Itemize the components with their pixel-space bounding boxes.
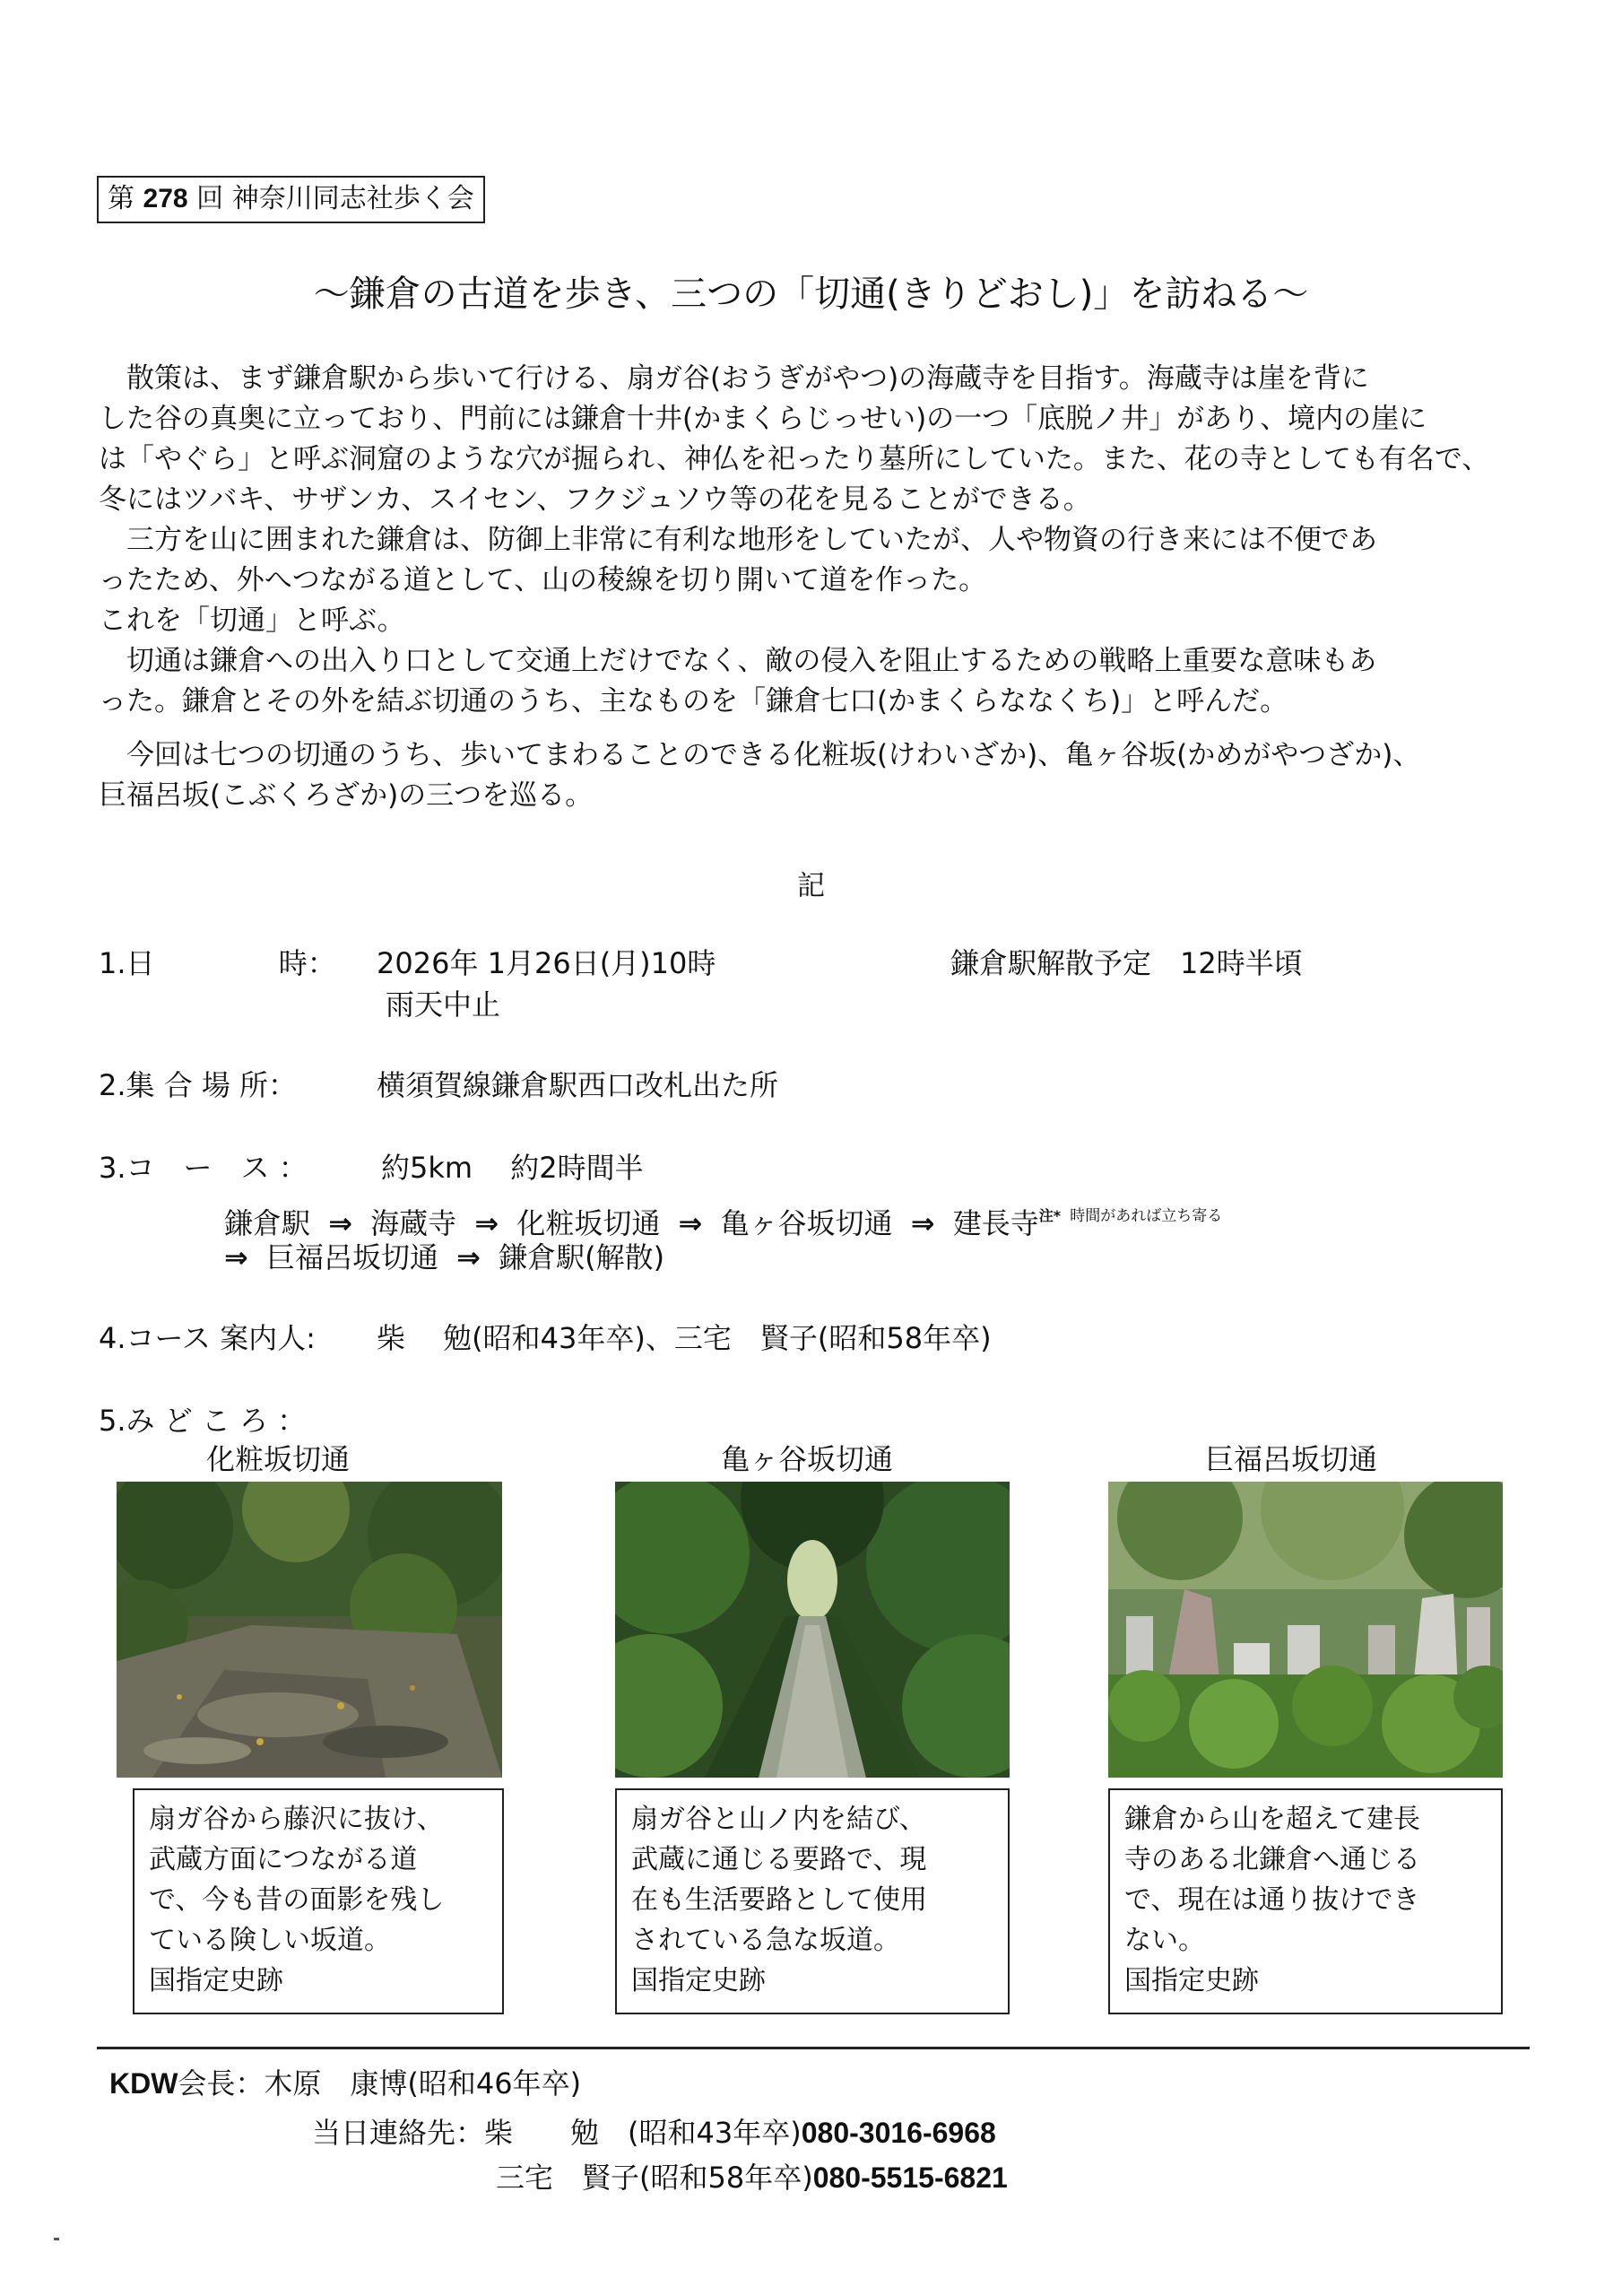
route-stop: 化粧坂切通: [516, 1206, 661, 1240]
contact-2-name: 三宅 賢子(昭和58年卒): [496, 2161, 813, 2195]
route-arrow: ⇒: [910, 1206, 935, 1240]
intro-line: 巨福呂坂(こぶくろざか)の三つを巡る。: [99, 779, 594, 812]
route-stop: 建長寺: [952, 1206, 1039, 1240]
event-number: 278: [143, 184, 188, 213]
date-value: 2026年 1月26日(月)10時: [377, 946, 716, 980]
course-summary: 約5km 約2時間半: [381, 1151, 644, 1185]
route-arrow: ⇒: [678, 1206, 703, 1240]
event-number-suffix: 回 神奈川同志社歩く会: [196, 183, 474, 214]
guide-label: 4.コース 案内人:: [99, 1321, 316, 1355]
route-stop: 鎌倉駅: [224, 1206, 311, 1240]
page-title: ～鎌倉の古道を歩き、三つの「切通(きりどおし)」を訪ねる～: [313, 274, 1309, 315]
dismiss-time: 鎌倉駅解散予定 12時半頃: [950, 946, 1303, 980]
spot-name: 化粧坂切通: [205, 1442, 350, 1476]
contact-line-1: [312, 2112, 996, 2153]
contact-label: 当日連絡先：: [312, 2116, 485, 2150]
contact-2-phone: 080-5515-6821: [812, 2161, 1008, 2194]
intro-line: した谷の真奥に立っており、門前には鎌倉十井(かまくらじっせい)の一つ「底脱ノ井」があり、境内の崖に: [99, 403, 1427, 435]
spot-desc-line: 扇ガ谷と山ノ内を結び、: [631, 1804, 926, 1835]
intro-line: は「やぐら」と呼ぶ洞窟のような穴が掘られ、神仏を祀ったり墓所にしていた。また、花の寺としても有名で、: [99, 443, 1490, 475]
route-stop: 海蔵寺: [370, 1206, 457, 1240]
spot-description-box: [133, 1788, 504, 2014]
footer-divider: [97, 2047, 1530, 2049]
route-stop: 亀ヶ谷坂切通: [720, 1206, 893, 1240]
spot-desc-line: で、今も昔の面影を残し: [149, 1884, 445, 1916]
intro-line: ったため、外へつながる道として、山の稜線を切り開いて道を作った。: [99, 564, 987, 596]
spot-photo-kobukurozaka: [1108, 1482, 1503, 1778]
intro-line: 今回は七つの切通のうち、歩いてまわることのできる化粧坂(けわいざか)、亀ヶ谷坂(かめがやつざか)、: [99, 739, 1421, 771]
spot-description-box: [615, 1788, 1010, 2014]
route-arrow: ⇒: [224, 1240, 248, 1274]
course-label: 3.コ ー ス ：: [99, 1151, 308, 1185]
intro-line: 散策は、まず鎌倉駅から歩いて行ける、扇ガ谷(おうぎがやつ)の海蔵寺を目指す。海蔵寺は崖を背に: [99, 362, 1369, 395]
ki-heading: 記: [797, 870, 825, 902]
spot-description-box: [1108, 1788, 1503, 2014]
spot-desc-line: 武蔵に通じる要路で、現: [631, 1844, 927, 1875]
spot-desc-line: 扇ガ谷から藤沢に抜け、: [149, 1804, 444, 1835]
intro-line: 切通は鎌倉への出入り口として交通上だけでなく、敵の侵入を阻止するための戦略上重要な意味もあ: [99, 645, 1377, 677]
rain-note: 雨天中止: [386, 987, 501, 1022]
date-label: 1.日 時：: [99, 946, 336, 980]
spot-desc-line: 寺のある北鎌倉へ通じる: [1124, 1844, 1420, 1875]
event-number-prefix: 第: [108, 183, 134, 214]
spot-desc-line: 国指定史跡: [1124, 1965, 1259, 1996]
guide-value: 柴 勉(昭和43年卒)、三宅 賢子(昭和58年卒): [377, 1321, 992, 1355]
spot-desc-line: で、現在は通り抜けでき: [1124, 1884, 1420, 1916]
stray-mark: [54, 2238, 59, 2240]
spot-name: 巨福呂坂切通: [1204, 1442, 1377, 1476]
route-arrow: ⇒: [456, 1240, 481, 1274]
spots-label: 5.み ど こ ろ ：: [99, 1404, 307, 1438]
spot-desc-line: 国指定史跡: [631, 1965, 766, 1996]
contact-1-phone: 080-3016-6968: [801, 2117, 996, 2149]
spot-name: 亀ヶ谷坂切通: [720, 1442, 893, 1476]
intro-line: 三方を山に囲まれた鎌倉は、防御上非常に有利な地形をしていたが、人や物資の行き来には不便であ: [99, 524, 1377, 556]
event-number-box: [97, 176, 485, 223]
spot-desc-line: 国指定史跡: [149, 1965, 283, 1996]
route-arrow: ⇒: [474, 1206, 499, 1240]
spot-photo-kamegayatsu: [615, 1482, 1010, 1778]
note-text: 時間があれば立ち寄る: [1070, 1207, 1223, 1225]
president-line: [109, 2063, 581, 2104]
place-label: 2.集 合 場 所：: [99, 1068, 298, 1102]
intro-line: 冬にはツバキ、サザンカ、スイセン、フクジュソウ等の花を見ることができる。: [99, 483, 1091, 516]
contact-line-2: [496, 2157, 1008, 2198]
spot-desc-line: 武蔵方面につながる道: [149, 1844, 418, 1875]
spot-desc-line: ている険しい坂道。: [149, 1925, 391, 1956]
president-name: 会長：木原 康博(昭和46年卒): [178, 2066, 582, 2100]
kdw-label: KDW: [109, 2067, 178, 2100]
place-value: 横須賀線鎌倉駅西口改札出た所: [377, 1068, 779, 1102]
route-stop: 巨福呂坂切通: [265, 1240, 438, 1274]
note-mark: 注*: [1038, 1207, 1062, 1224]
route-arrow: ⇒: [328, 1206, 352, 1240]
spot-desc-line: 鎌倉から山を超えて建長: [1124, 1804, 1420, 1835]
course-route-line1: [224, 1196, 1222, 1243]
intro-line: これを「切通」と呼ぶ。: [99, 604, 405, 637]
route-stop: 鎌倉駅(解散): [499, 1240, 665, 1274]
spot-desc-line: ない。: [1124, 1925, 1205, 1956]
contact-1-name: 柴 勉 (昭和43年卒): [484, 2116, 802, 2150]
spot-desc-line: 在も生活要路として使用: [631, 1884, 927, 1916]
course-route-line2: [224, 1238, 664, 1277]
spot-photo-kewaizaka: [117, 1482, 502, 1778]
intro-line: った。鎌倉とその外を結ぶ切通のうち、主なものを「鎌倉七口(かまくらななくち)」と呼んだ。: [99, 685, 1288, 718]
spot-desc-line: されている急な坂道。: [631, 1925, 900, 1956]
